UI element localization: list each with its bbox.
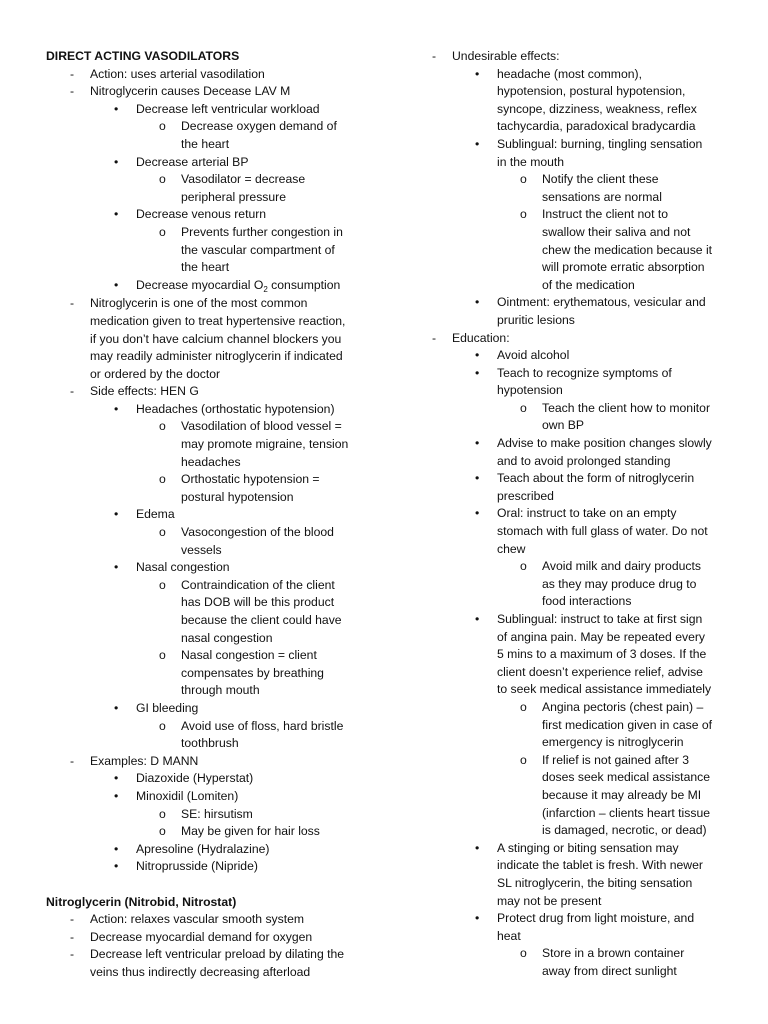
list-item [46, 383, 376, 401]
line-text: if you don’t have calcium channel blockers you [90, 331, 342, 346]
circle-bullet-marker: o [159, 525, 166, 540]
list-item [426, 206, 726, 224]
line-text: swallow their saliva and not [542, 224, 691, 239]
list-item-continuation [426, 629, 726, 647]
dash-marker: - [70, 929, 75, 944]
line-text: A stinging or biting sensation may [497, 840, 679, 855]
line-text: chew [497, 541, 526, 556]
line-text: Prevents further congestion in [181, 224, 343, 239]
line-text: Education: [452, 330, 510, 345]
bullet-marker: • [475, 348, 480, 363]
line-text: SE: hirsutism [181, 806, 253, 821]
bullet-marker: • [475, 136, 480, 151]
list-item [426, 470, 726, 488]
list-item [426, 910, 726, 928]
line-text: Sublingual: instruct to take at first sign [497, 612, 703, 626]
line-text: chew the medication because it [542, 242, 713, 257]
line-text: of angina pain. May be repeated every [497, 629, 706, 644]
line-text: 5 mins to a maximum of 3 doses. If the [497, 647, 707, 662]
line-text: food interactions [542, 594, 632, 609]
bullet-marker: • [114, 277, 119, 292]
line-text: Decrease left ventricular preload by dilating the [90, 947, 345, 962]
line-text: peripheral pressure [181, 189, 287, 204]
list-item-continuation [46, 331, 376, 349]
line-text: toothbrush [181, 736, 239, 751]
circle-bullet-marker: o [520, 172, 527, 187]
list-item [46, 700, 376, 718]
list-item-continuation [46, 189, 376, 207]
line-text: Store in a brown container [542, 946, 685, 961]
line-text: Notify the client these [542, 172, 659, 187]
list-item [426, 400, 726, 418]
list-item-continuation [426, 224, 726, 242]
list-item [426, 699, 726, 717]
line-text: tachycardia, paradoxical bradycardia [497, 119, 696, 134]
line-text: Avoid milk and dairy products [542, 559, 701, 574]
bullet-marker: • [475, 506, 480, 521]
list-item-continuation [426, 664, 726, 682]
bullet-marker: • [114, 507, 119, 522]
list-item [46, 171, 376, 189]
list-item-continuation [426, 893, 726, 911]
list-item [46, 806, 376, 824]
line-text: Apresoline (Hydralazine) [136, 841, 270, 856]
list-item-continuation [426, 769, 726, 787]
list-item-continuation [426, 189, 726, 207]
circle-bullet-marker: o [159, 718, 166, 733]
line-text: has DOB will be this product [181, 595, 335, 610]
list-item [426, 558, 726, 576]
list-item-continuation [426, 875, 726, 893]
line-text: Teach about the form of nitroglycerin [497, 471, 695, 486]
line-text-tail: consumption [267, 277, 341, 292]
line-text: away from direct sunlight [542, 963, 677, 978]
bullet-marker: • [114, 841, 119, 856]
line-text: in the mouth [497, 154, 565, 169]
line-text: as they may produce drug to [542, 576, 697, 591]
circle-bullet-marker: o [159, 577, 166, 592]
list-item [46, 718, 376, 736]
line-text: Vasocongestion of the blood [181, 525, 334, 540]
list-item-continuation [46, 542, 376, 560]
line-text: Undesirable effects: [452, 49, 560, 63]
left-column [46, 48, 376, 981]
list-item-continuation [426, 541, 726, 559]
list-item-continuation [426, 453, 726, 471]
list-item [426, 294, 726, 312]
line-text: Teach to recognize symptoms of [497, 365, 672, 380]
line-text: Nitroprusside (Nipride) [136, 859, 258, 874]
subscript-text: 2 [263, 284, 268, 294]
list-item [46, 647, 376, 665]
line-text: is damaged, necrotic, or dead) [542, 823, 707, 838]
line-text: Decrease arterial BP [136, 154, 249, 169]
line-text: Protect drug from light moisture, and [497, 911, 695, 926]
line-text: prescribed [497, 488, 554, 503]
line-text: syncope, dizziness, weakness, reflex [497, 101, 697, 116]
dash-marker: - [432, 49, 437, 63]
bullet-marker: • [114, 771, 119, 786]
line-text: may not be present [497, 893, 602, 908]
list-item-continuation [426, 787, 726, 805]
list-item-continuation [46, 594, 376, 612]
list-item-continuation [426, 734, 726, 752]
line-text: because the client could have [181, 613, 342, 627]
list-item [46, 224, 376, 242]
circle-bullet-marker: o [159, 224, 166, 239]
section-heading [46, 48, 376, 66]
list-item [46, 770, 376, 788]
list-item-continuation [426, 417, 726, 435]
line-text: headaches [181, 454, 241, 469]
list-item-continuation [426, 277, 726, 295]
list-item [426, 171, 726, 189]
dash-marker: - [70, 384, 75, 399]
dash-marker: - [70, 947, 75, 962]
line-text: Instruct the client not to [542, 207, 669, 222]
list-item [46, 788, 376, 806]
line-text: Avoid use of floss, hard bristle [181, 718, 344, 733]
bullet-marker: • [475, 612, 480, 626]
circle-bullet-marker: o [159, 119, 166, 134]
line-text: Nasal congestion [136, 560, 230, 575]
line-text: postural hypotension [181, 489, 294, 504]
line-text: Contraindication of the client [181, 577, 335, 592]
list-item-continuation [46, 366, 376, 384]
line-text: of the medication [542, 277, 635, 292]
line-text: Decrease venous return [136, 207, 267, 222]
bullet-marker: • [114, 700, 119, 715]
line-text: through mouth [181, 683, 260, 698]
line-text: own BP [542, 418, 585, 433]
line-text: Nitroglycerin (Nitrobid, Nitrostat) [46, 894, 237, 909]
list-item [46, 911, 376, 929]
list-item [426, 365, 726, 383]
list-item-continuation [426, 805, 726, 823]
line-text: Oral: instruct to take on an empty [497, 506, 677, 521]
line-text: pruritic lesions [497, 312, 575, 327]
line-text: Decrease myocardial demand for oxygen [90, 929, 313, 944]
list-item [46, 295, 376, 313]
list-item-continuation [426, 242, 726, 260]
list-item [46, 471, 376, 489]
circle-bullet-marker: o [159, 419, 166, 434]
line-text: GI bleeding [136, 700, 199, 715]
list-item [426, 611, 726, 629]
line-text: to seek medical assistance immediately [497, 682, 712, 697]
list-item-continuation [426, 312, 726, 330]
line-text: sensations are normal [542, 189, 662, 204]
bullet-marker: • [114, 154, 119, 169]
line-text: compensates by breathing [181, 665, 324, 680]
line-text: headache (most common), [497, 66, 642, 81]
list-item [46, 83, 376, 101]
line-text: and to avoid prolonged standing [497, 453, 671, 468]
circle-bullet-marker: o [520, 699, 527, 714]
bullet-marker: • [114, 101, 119, 116]
dash-marker: - [70, 84, 75, 99]
list-item [46, 577, 376, 595]
line-text: emergency is nitroglycerin [542, 735, 684, 750]
list-item-continuation [46, 242, 376, 260]
line-text: Nasal congestion = client [181, 648, 317, 663]
bullet-marker: • [475, 295, 480, 310]
bullet-marker: • [114, 788, 119, 803]
list-item [46, 401, 376, 419]
line-text: vessels [181, 542, 222, 557]
line-text: may promote migraine, tension [181, 437, 349, 452]
line-text: Teach the client how to monitor [542, 400, 711, 415]
list-item-continuation [46, 682, 376, 700]
line-text: Diazoxide (Hyperstat) [136, 771, 254, 786]
list-item [46, 946, 376, 964]
line-text: Action: uses arterial vasodilation [90, 66, 265, 81]
dash-marker: - [70, 296, 75, 311]
list-item-continuation [426, 101, 726, 119]
list-item-continuation [426, 928, 726, 946]
list-item-continuation [46, 436, 376, 454]
list-item [46, 559, 376, 577]
line-text: hypotension [497, 383, 563, 398]
circle-bullet-marker: o [520, 400, 527, 415]
list-item [46, 753, 376, 771]
list-item [46, 524, 376, 542]
line-text: client doesn’t experience relief, advise [497, 664, 703, 679]
line-text: will promote erratic absorption [542, 260, 705, 275]
bullet-marker: • [475, 436, 480, 451]
bullet-marker: • [475, 66, 480, 81]
list-item [46, 823, 376, 841]
line-text: veins thus indirectly decreasing afterload [90, 964, 311, 979]
line-text: Nitroglycerin is one of the most common [90, 296, 308, 311]
bullet-marker: • [114, 401, 119, 416]
list-item [46, 101, 376, 119]
line-text: because it may already be MI [542, 787, 702, 802]
line-text: Nitroglycerin causes Decease LAV M [90, 84, 291, 99]
list-item-continuation [426, 576, 726, 594]
list-item [426, 945, 726, 963]
line-text: Decrease myocardial O [136, 277, 264, 292]
line-text: Vasodilator = decrease [181, 172, 306, 187]
line-text: May be given for hair loss [181, 824, 320, 839]
line-text: Advise to make position changes slowly [497, 436, 712, 451]
line-text: Ointment: erythematous, vesicular and [497, 295, 706, 310]
list-item [46, 506, 376, 524]
list-item-continuation [46, 630, 376, 648]
list-item-continuation [426, 259, 726, 277]
line-text: If relief is not gained after 3 [542, 752, 690, 767]
list-item-continuation [46, 313, 376, 331]
line-text: the heart [181, 260, 230, 275]
list-item-continuation [46, 612, 376, 630]
line-text: Side effects: HEN G [90, 384, 199, 399]
line-text: or ordered by the doctor [90, 366, 221, 381]
line-text: the heart [181, 136, 230, 151]
list-item-continuation [426, 154, 726, 172]
list-item [46, 418, 376, 436]
dash-marker: - [70, 753, 75, 768]
line-text: first medication given in case of [542, 717, 713, 732]
list-item-continuation [46, 665, 376, 683]
line-text: Minoxidil (Lomiten) [136, 788, 239, 803]
line-text: heat [497, 928, 521, 943]
line-text: SL nitroglycerin, the biting sensation [497, 875, 693, 890]
circle-bullet-marker: o [159, 472, 166, 487]
bullet-marker: • [475, 365, 480, 380]
list-item [46, 154, 376, 172]
circle-bullet-marker: o [520, 946, 527, 961]
line-text: Sublingual: burning, tingling sensation [497, 136, 703, 151]
line-text: indicate the tablet is fresh. With newer [497, 858, 703, 873]
line-text: DIRECT ACTING VASODILATORS [46, 49, 240, 63]
circle-bullet-marker: o [520, 207, 527, 222]
bullet-marker: • [114, 859, 119, 874]
list-item [46, 118, 376, 136]
list-item-continuation [426, 593, 726, 611]
list-item-continuation [46, 259, 376, 277]
line-text: Examples: D MANN [90, 753, 199, 768]
list-item-continuation [426, 523, 726, 541]
circle-bullet-marker: o [159, 648, 166, 663]
list-item-continuation [426, 963, 726, 981]
list-item-continuation [46, 964, 376, 982]
line-text: may readily administer nitroglycerin if indicated [90, 349, 343, 364]
line-text: Edema [136, 507, 175, 522]
list-item [46, 277, 376, 296]
list-item [46, 66, 376, 84]
list-item-continuation [46, 876, 376, 894]
line-text: stomach with full glass of water. Do not [497, 524, 708, 539]
line-text: nasal congestion [181, 630, 273, 645]
list-item-continuation [426, 646, 726, 664]
line-text: Decrease left ventricular workload [136, 101, 320, 116]
line-text: (infarction – clients heart tissue [542, 805, 710, 820]
circle-bullet-marker: o [159, 806, 166, 821]
line-text: Headaches (orthostatic hypotension) [136, 401, 335, 416]
list-item [426, 48, 726, 66]
line-text: medication given to treat hypertensive reaction, [90, 313, 346, 328]
list-item [46, 929, 376, 947]
section-heading [46, 894, 376, 912]
list-item [426, 136, 726, 154]
line-text: hypotension, postural hypotension, [497, 84, 686, 99]
list-item-continuation [46, 136, 376, 154]
list-item-continuation [426, 717, 726, 735]
dash-marker: - [70, 912, 75, 927]
list-item [426, 347, 726, 365]
line-text: Decrease oxygen demand of [181, 119, 337, 134]
list-item-continuation [426, 382, 726, 400]
circle-bullet-marker: o [159, 172, 166, 187]
list-item [426, 840, 726, 858]
bullet-marker: • [114, 207, 119, 222]
line-text: Action: relaxes vascular smooth system [90, 912, 305, 927]
list-item-continuation [426, 857, 726, 875]
bullet-marker: • [475, 911, 480, 926]
right-column [426, 48, 726, 980]
circle-bullet-marker: o [520, 559, 527, 574]
line-text: Avoid alcohol [497, 348, 570, 363]
list-item-continuation [426, 681, 726, 699]
bullet-marker: • [475, 471, 480, 486]
list-item-continuation [426, 83, 726, 101]
list-item-continuation [46, 454, 376, 472]
list-item-continuation [426, 118, 726, 136]
list-item-continuation [426, 488, 726, 506]
list-item-continuation [426, 822, 726, 840]
list-item [46, 206, 376, 224]
list-item [426, 66, 726, 84]
circle-bullet-marker: o [159, 824, 166, 839]
list-item [46, 841, 376, 859]
list-item-continuation [46, 489, 376, 507]
list-item-continuation [46, 348, 376, 366]
list-item [46, 858, 376, 876]
list-item [426, 752, 726, 770]
line-text: Vasodilation of blood vessel = [181, 419, 342, 434]
line-text: Orthostatic hypotension = [181, 472, 320, 487]
list-item [426, 330, 726, 348]
dash-marker: - [70, 66, 75, 81]
list-item [426, 505, 726, 523]
line-text: doses seek medical assistance [542, 770, 711, 785]
line-text: Angina pectoris (chest pain) – [542, 699, 704, 714]
circle-bullet-marker: o [520, 752, 527, 767]
dash-marker: - [432, 330, 437, 345]
bullet-marker: • [475, 840, 480, 855]
line-text: the vascular compartment of [181, 242, 335, 257]
bullet-marker: • [114, 560, 119, 575]
list-item [426, 435, 726, 453]
list-item-continuation [46, 735, 376, 753]
